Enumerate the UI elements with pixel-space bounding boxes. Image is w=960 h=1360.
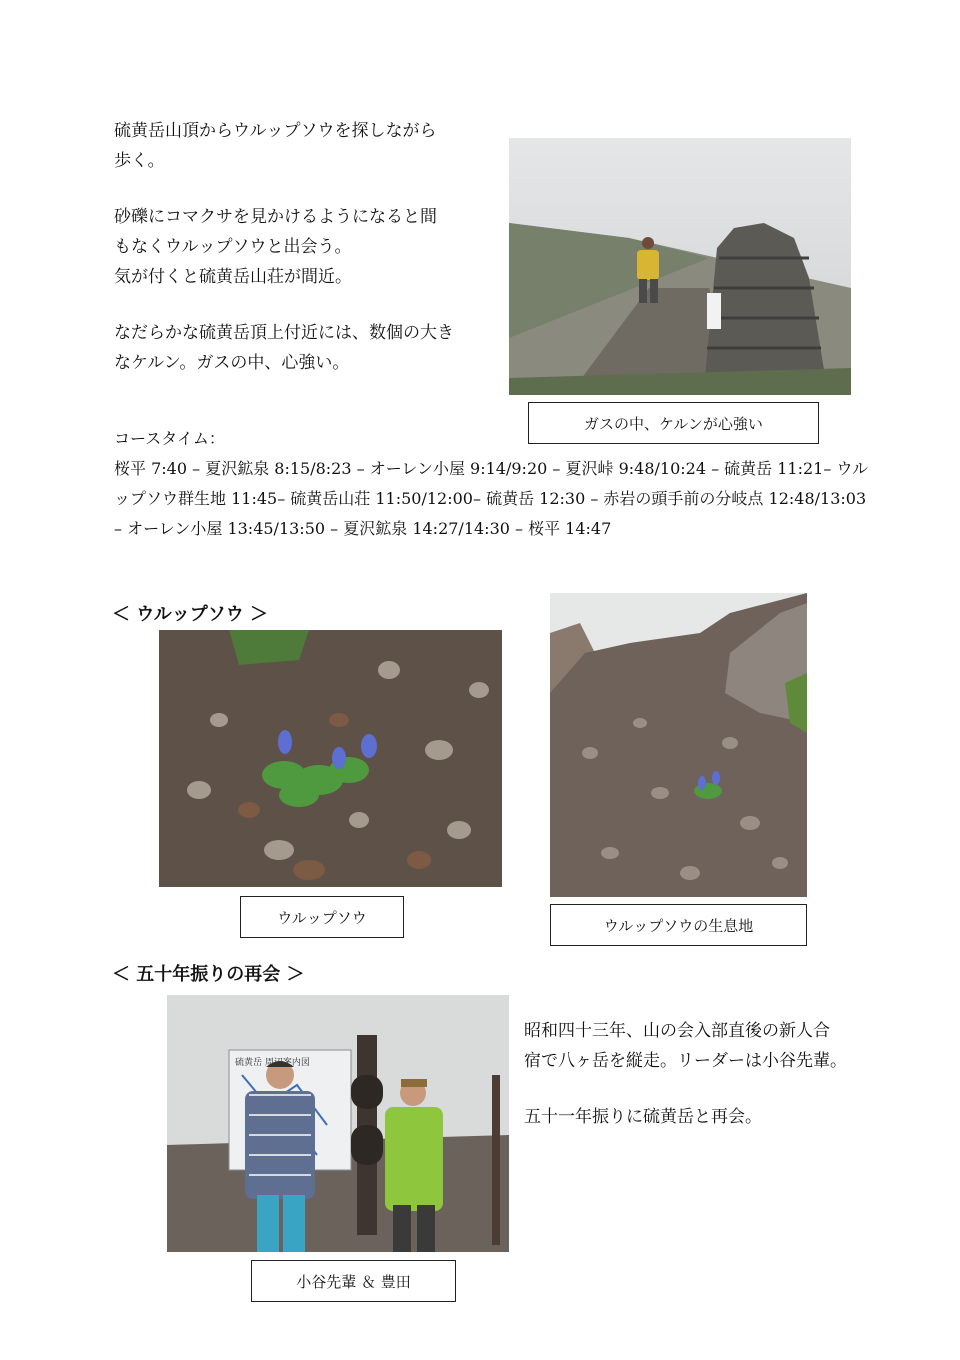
intro-paragraph: 硫黄岳山頂からウルップソウを探しながら 歩く。 [114, 121, 437, 171]
course-time-text: 桜平 7:40 – 夏沢鉱泉 8:15/8:23 – オーレン小屋 9:14/9:20 – 夏沢峠 9:48/10:24 – 硫黄岳 11:21– ウルップソウ群生地 11:45– 硫黄岳山荘 11:50/12:00– 硫黄岳 12:30 – 赤岩の頭手前の分岐点 12:48/13:03 – オーレン小屋 13:45/13:50 – 夏沢鉱泉 14:27/14:30 – 桜平 14:47 [114, 459, 868, 538]
urup-habitat-photo [550, 593, 807, 897]
urup-flower-photo [159, 630, 502, 887]
urup-section-heading: ＜ ウルップソウ ＞ [112, 604, 268, 625]
course-time-block [114, 424, 874, 544]
reunion-photo-caption: 小谷先輩 ＆ 豊田 [251, 1260, 456, 1302]
urup-flower-caption: ウルップソウ [240, 896, 404, 938]
course-time-label: コースタイム： [114, 429, 225, 448]
reunion-paragraph: 昭和四十三年、山の会入部直後の新人合 宿で八ヶ岳を縦走。リーダーは小谷先輩。 [524, 1021, 847, 1071]
cairn-paragraph: なだらかな硫黄岳頂上付近には、数個の大き なケルン。ガスの中、心強い。 [114, 323, 454, 373]
reunion-second-paragraph: 五十一年振りに硫黄岳と再会。 [524, 1107, 762, 1127]
map-sign-title: 硫黄岳 周辺案内図 [235, 1058, 310, 1068]
reunion-section-heading: ＜ 五十年振りの再会 ＞ [112, 964, 305, 985]
komakusa-paragraph: 砂礫にコマクサを見かけるようになると間 もなくウルップソウと出会う。 気が付くと硫黄岳山荘が間近。 [114, 207, 437, 287]
urup-habitat-caption: ウルップソウの生息地 [550, 904, 807, 946]
reunion-photo [167, 995, 509, 1252]
cairn-photo [509, 138, 851, 395]
cairn-photo-caption: ガスの中、ケルンが心強い [528, 402, 819, 444]
